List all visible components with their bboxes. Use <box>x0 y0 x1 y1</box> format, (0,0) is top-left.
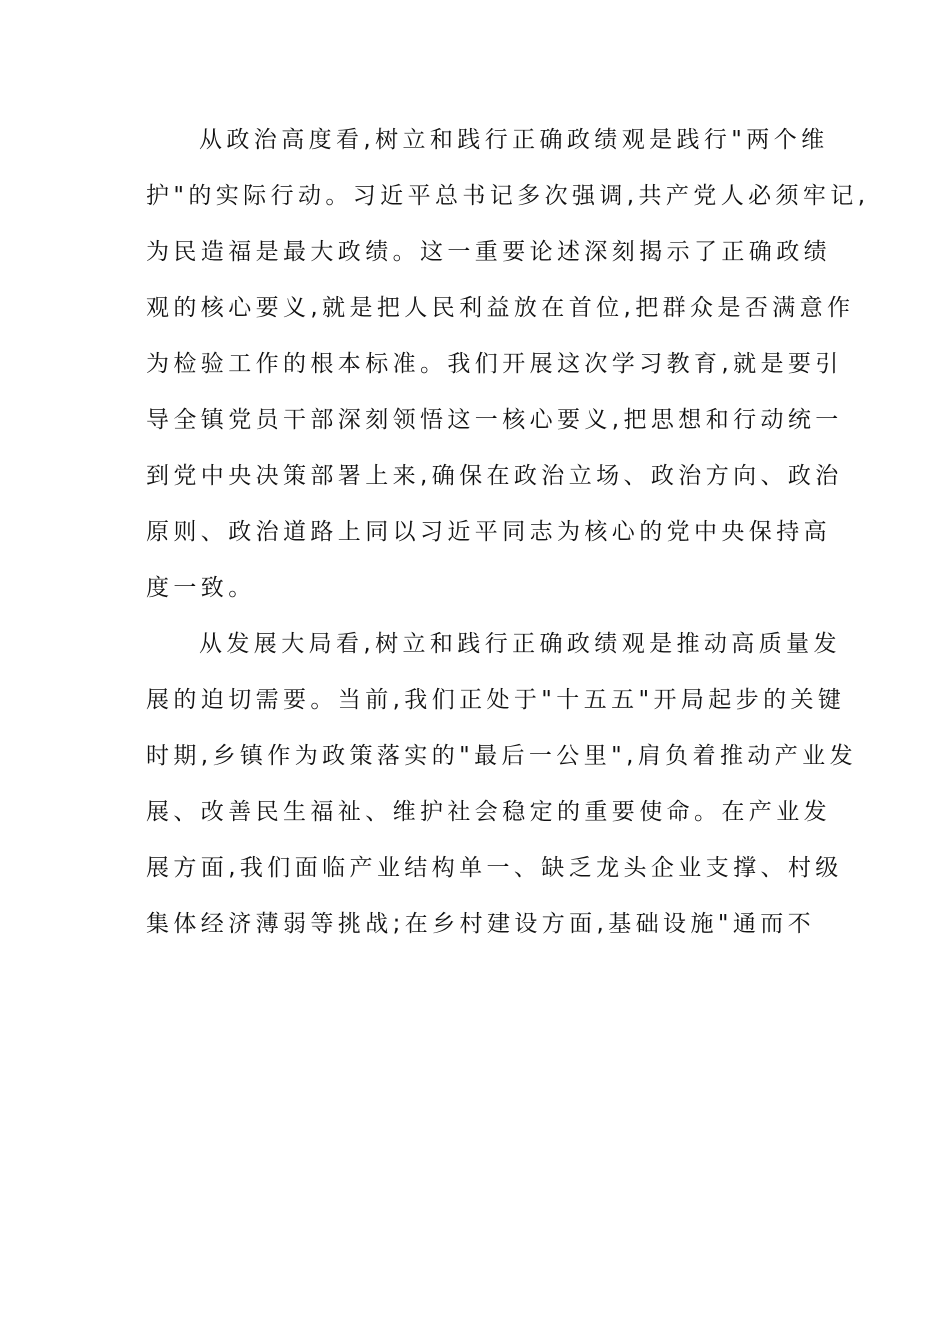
paragraph-political-height <box>146 118 870 622</box>
text-line: 度一致。 <box>146 575 256 601</box>
text-line: 为民造福是最大政绩。这一重要论述深刻揭示了正确政绩 <box>146 239 831 265</box>
text-line: 从政治高度看,树立和践行正确政绩观是践行"两个维 <box>199 127 829 153</box>
text-line: 展方面,我们面临产业结构单一、缺乏龙头企业支撑、村级 <box>146 855 843 881</box>
text-line: 展、改善民生福祉、维护社会稳定的重要使命。在产业发 <box>146 799 831 825</box>
text-line: 护"的实际行动。习近平总书记多次强调,共产党人必须牢记, <box>146 183 870 209</box>
text-line: 时期,乡镇作为政策落实的"最后一公里",肩负着推动产业发 <box>146 743 857 769</box>
text-line: 原则、政治道路上同以习近平同志为核心的党中央保持高 <box>146 519 831 545</box>
text-line: 到党中央决策部署上来,确保在政治立场、政治方向、政治 <box>146 463 843 489</box>
text-line: 展的迫切需要。当前,我们正处于"十五五"开局起步的关键 <box>146 687 846 713</box>
text-line: 观的核心要义,就是把人民利益放在首位,把群众是否满意作 <box>146 295 855 321</box>
text-line: 从发展大局看,树立和践行正确政绩观是推动高质量发 <box>199 631 841 657</box>
text-line: 集体经济薄弱等挑战;在乡村建设方面,基础设施"通而不 <box>146 911 816 937</box>
document-page <box>146 118 870 958</box>
paragraph-development-overall <box>146 622 857 958</box>
text-line: 导全镇党员干部深刻领悟这一核心要义,把思想和行动统一 <box>146 407 843 433</box>
text-line: 为检验工作的根本标准。我们开展这次学习教育,就是要引 <box>146 351 843 377</box>
